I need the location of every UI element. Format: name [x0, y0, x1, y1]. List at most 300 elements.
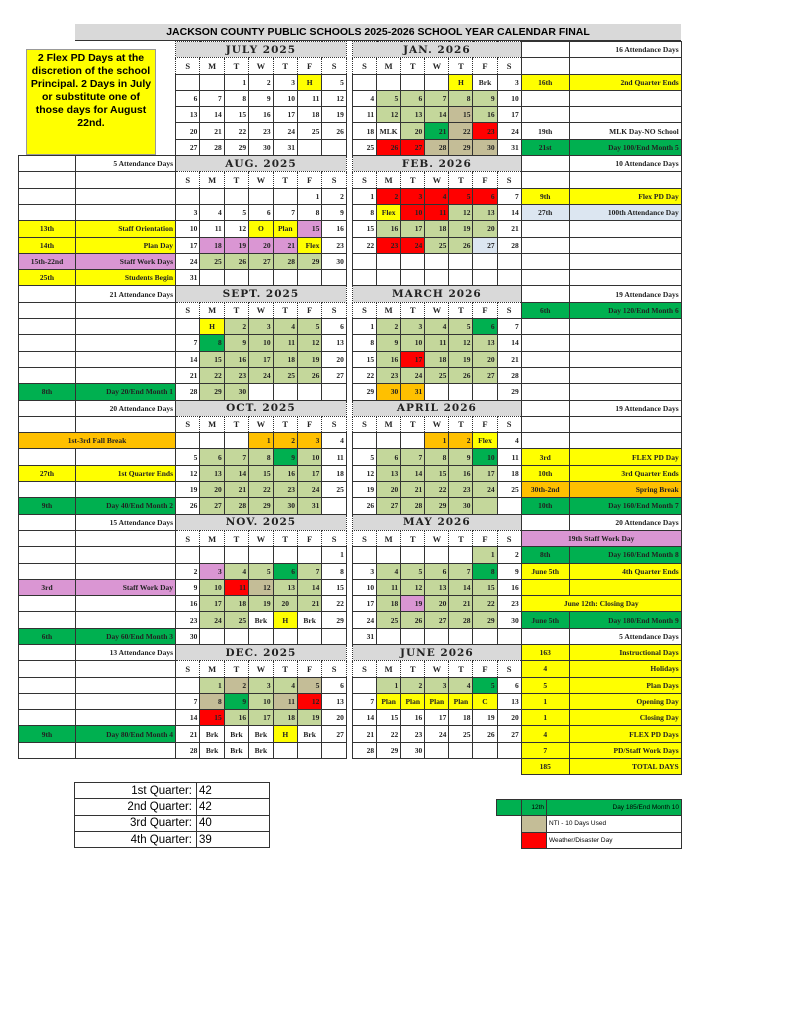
day-cell: 13 — [176, 107, 200, 123]
day-cell: 24 — [353, 612, 377, 628]
day-cell — [425, 547, 449, 563]
day-cell: 2 — [377, 319, 401, 335]
day-cell: 28 — [449, 612, 473, 628]
weekday-header: W — [249, 661, 273, 677]
day-cell: 20 — [401, 123, 425, 139]
day-cell: 19 — [473, 710, 497, 726]
day-cell: 18 — [273, 710, 297, 726]
event-date — [521, 628, 569, 644]
weekday-header: S — [497, 530, 521, 546]
day-cell — [297, 384, 321, 400]
weekday-header: S — [176, 302, 200, 318]
table-row — [353, 123, 682, 139]
event-date — [19, 449, 76, 465]
day-cell: 7 — [425, 90, 449, 106]
weekday-header: T — [224, 661, 248, 677]
day-cell — [425, 253, 449, 269]
event-date — [521, 253, 569, 269]
day-cell: 18 — [425, 351, 449, 367]
table-row — [497, 832, 682, 848]
day-cell: 24 — [249, 367, 273, 383]
weekday-header: M — [200, 302, 224, 318]
day-cell — [449, 253, 473, 269]
day-cell: 20 — [377, 482, 401, 498]
day-cell — [297, 547, 321, 563]
table-row — [75, 799, 270, 815]
weekday-header: M — [377, 58, 401, 74]
table-row — [19, 286, 347, 302]
day-cell: 17 — [249, 351, 273, 367]
event-label: Plan Day — [76, 237, 176, 253]
event-date: 9th — [19, 498, 76, 514]
table-row — [497, 816, 682, 832]
day-cell: 21 — [176, 726, 200, 742]
weekday-header: S — [322, 530, 346, 546]
left-calendar-column — [18, 41, 347, 759]
event-date — [521, 351, 569, 367]
event-date — [19, 742, 76, 758]
day-cell: Brk — [297, 612, 321, 628]
day-cell: 7 — [176, 335, 200, 351]
day-cell: 16 — [401, 710, 425, 726]
event-date — [19, 204, 76, 220]
day-cell — [497, 628, 521, 644]
table-row — [353, 612, 682, 628]
day-cell: 8 — [322, 563, 346, 579]
day-cell: 5 — [353, 449, 377, 465]
day-cell — [176, 677, 200, 693]
day-cell: 9 — [322, 204, 346, 220]
table-row — [19, 563, 347, 579]
weekday-header: S — [322, 172, 346, 188]
day-cell: 20 — [425, 596, 449, 612]
event-label — [569, 335, 681, 351]
event-date — [521, 335, 569, 351]
spacer — [497, 759, 521, 775]
event-label — [76, 661, 176, 677]
day-cell: 26 — [297, 367, 321, 383]
day-cell: 14 — [176, 351, 200, 367]
day-cell — [353, 270, 377, 286]
day-cell: 4 — [200, 204, 224, 220]
event-label — [76, 319, 176, 335]
day-cell — [297, 628, 321, 644]
event-label — [76, 596, 176, 612]
day-cell: 30 — [377, 384, 401, 400]
event-date: 16th — [521, 74, 569, 90]
day-cell: 5 — [297, 677, 321, 693]
event-label — [76, 547, 176, 563]
day-cell — [249, 628, 273, 644]
event-date: 6th — [521, 302, 569, 318]
weekday-header: T — [273, 661, 297, 677]
day-cell: 27 — [322, 367, 346, 383]
weekday-header: T — [401, 530, 425, 546]
day-cell: 19 — [297, 351, 321, 367]
day-cell: Plan — [401, 693, 425, 709]
day-cell: 18 — [322, 465, 346, 481]
weekday-header: T — [401, 416, 425, 432]
day-cell — [425, 74, 449, 90]
day-cell: 11 — [497, 449, 521, 465]
day-cell: 8 — [249, 449, 273, 465]
day-cell: 13 — [473, 204, 497, 220]
event-date — [521, 400, 569, 416]
event-date: 3rd — [19, 579, 76, 595]
day-cell — [401, 74, 425, 90]
event-label — [569, 367, 681, 383]
day-cell: 12 — [401, 579, 425, 595]
table-row — [353, 677, 682, 693]
day-cell: 31 — [497, 139, 521, 155]
day-cell: 21 — [176, 367, 200, 383]
weekday-header: T — [224, 416, 248, 432]
day-cell: 5 — [224, 204, 248, 220]
event-date — [521, 286, 569, 302]
day-cell: 16 — [176, 596, 200, 612]
page-title: JACKSON COUNTY PUBLIC SCHOOLS 2025-2026 SCHOOL YEAR CALENDAR FINAL — [75, 24, 681, 41]
month-title-dec: DEC. 2025 — [176, 644, 347, 660]
day-cell: 22 — [449, 123, 473, 139]
day-cell: 29 — [224, 139, 248, 155]
spacer — [401, 759, 425, 775]
weekday-header: T — [273, 172, 297, 188]
day-cell: 23 — [249, 123, 273, 139]
day-cell: 14 — [401, 465, 425, 481]
table-row — [19, 335, 347, 351]
table-row — [19, 270, 347, 286]
day-cell — [473, 742, 497, 758]
day-cell: 10 — [273, 90, 297, 106]
day-cell: Brk — [200, 726, 224, 742]
day-cell: 10 — [497, 90, 521, 106]
event-label — [76, 172, 176, 188]
day-cell: 15 — [249, 465, 273, 481]
day-cell — [377, 433, 401, 449]
day-cell: Plan — [273, 221, 297, 237]
day-cell: 1 — [377, 677, 401, 693]
day-cell: Flex — [297, 237, 321, 253]
table-row — [353, 579, 682, 595]
day-cell — [322, 384, 346, 400]
spacer — [473, 759, 497, 775]
table-row — [353, 710, 682, 726]
table-row — [19, 449, 347, 465]
legend-swatch — [522, 816, 547, 832]
weekday-header: T — [449, 302, 473, 318]
event-label: Staff Work Day — [76, 579, 176, 595]
event-date: 30th-2nd — [521, 482, 569, 498]
event-label — [569, 221, 681, 237]
weekday-header: W — [425, 302, 449, 318]
day-cell: 17 — [497, 107, 521, 123]
table-row — [19, 156, 347, 172]
day-cell: 18 — [273, 351, 297, 367]
event-date — [521, 172, 569, 188]
day-cell: 21 — [449, 596, 473, 612]
weekday-header: S — [497, 58, 521, 74]
day-cell: O — [249, 221, 273, 237]
table-row — [497, 800, 682, 816]
weekday-header: F — [473, 416, 497, 432]
day-cell: 3 — [273, 74, 297, 90]
event-date — [19, 188, 76, 204]
day-cell: 21 — [425, 123, 449, 139]
day-cell: 25 — [200, 253, 224, 269]
table-row — [353, 416, 682, 432]
day-cell: 4 — [425, 188, 449, 204]
weekday-header: T — [449, 661, 473, 677]
event-label: 1st-3rd Fall Break — [19, 433, 176, 449]
quarter-value: 42 — [197, 799, 270, 815]
weekday-header: S — [353, 416, 377, 432]
day-cell: 10 — [249, 335, 273, 351]
day-cell: 9 — [377, 335, 401, 351]
day-cell: 14 — [224, 465, 248, 481]
weekday-header: T — [273, 416, 297, 432]
day-cell: 14 — [176, 710, 200, 726]
attendance-days-feb: 10 Attendance Days — [569, 156, 681, 172]
day-cell — [353, 547, 377, 563]
weekday-header: S — [322, 302, 346, 318]
weekday-header: T — [224, 302, 248, 318]
table-row — [19, 612, 347, 628]
table-row — [353, 302, 682, 318]
day-cell: 20 — [473, 351, 497, 367]
table-row — [19, 204, 347, 220]
day-cell — [449, 742, 473, 758]
day-cell: 16 — [377, 221, 401, 237]
day-cell: 20 — [473, 221, 497, 237]
event-label — [76, 742, 176, 758]
weekday-header: W — [425, 416, 449, 432]
day-cell — [353, 677, 377, 693]
table-row — [353, 237, 682, 253]
day-cell: 28 — [200, 139, 224, 155]
weekday-header: M — [200, 172, 224, 188]
day-cell: 13 — [322, 335, 346, 351]
weekday-header: F — [297, 172, 321, 188]
table-row — [353, 188, 682, 204]
event-label — [76, 449, 176, 465]
day-cell: 4 — [273, 677, 297, 693]
event-date — [19, 172, 76, 188]
day-cell — [377, 628, 401, 644]
weekday-header: S — [353, 172, 377, 188]
weekday-header: T — [449, 58, 473, 74]
table-row — [353, 449, 682, 465]
weekday-header: M — [377, 416, 401, 432]
event-label — [76, 302, 176, 318]
day-cell — [322, 498, 346, 514]
table-row — [353, 742, 682, 758]
day-cell: 21 — [497, 351, 521, 367]
weekday-header: T — [449, 172, 473, 188]
event-label — [76, 710, 176, 726]
table-row — [353, 58, 682, 74]
event-label — [76, 482, 176, 498]
day-cell: Brk — [200, 742, 224, 758]
day-cell: 27 — [322, 726, 346, 742]
table-row — [19, 547, 347, 563]
day-cell: 22 — [200, 367, 224, 383]
day-cell: 1 — [322, 547, 346, 563]
day-cell — [473, 270, 497, 286]
day-cell: 22 — [249, 482, 273, 498]
day-cell: 13 — [425, 579, 449, 595]
total-value: 7 — [521, 742, 569, 758]
day-cell: Plan — [377, 693, 401, 709]
day-cell: 17 — [401, 351, 425, 367]
event-date — [19, 530, 76, 546]
table-row — [19, 465, 347, 481]
table-row — [353, 726, 682, 742]
table-row — [19, 188, 347, 204]
event-label: Flex PD Day — [569, 188, 681, 204]
legend-label: Weather/Disaster Day — [547, 832, 682, 848]
day-cell: 6 — [322, 319, 346, 335]
weekday-header: F — [297, 416, 321, 432]
weekday-header: T — [401, 172, 425, 188]
day-cell: 19 — [322, 107, 346, 123]
day-cell: 6 — [497, 677, 521, 693]
day-cell — [353, 74, 377, 90]
day-cell: 27 — [176, 139, 200, 155]
weekday-header: M — [200, 58, 224, 74]
day-cell: 13 — [322, 693, 346, 709]
day-cell: 14 — [449, 579, 473, 595]
day-cell: 16 — [224, 710, 248, 726]
event-date — [521, 416, 569, 432]
day-cell: 27 — [200, 498, 224, 514]
table-row — [353, 319, 682, 335]
day-cell — [377, 253, 401, 269]
quarter-label: 3rd Quarter: — [75, 815, 197, 831]
table-row — [353, 221, 682, 237]
day-cell: 21 — [297, 596, 321, 612]
day-cell: 11 — [425, 204, 449, 220]
day-cell: 8 — [297, 204, 321, 220]
day-cell: 3 — [200, 563, 224, 579]
day-cell: 23 — [322, 237, 346, 253]
table-row — [353, 172, 682, 188]
weekday-header: M — [377, 302, 401, 318]
table-row — [353, 433, 682, 449]
table-row — [19, 498, 347, 514]
event-label — [76, 188, 176, 204]
day-cell — [224, 188, 248, 204]
table-row — [353, 661, 682, 677]
day-cell: 19 — [401, 596, 425, 612]
event-date — [521, 237, 569, 253]
day-cell: 6 — [377, 449, 401, 465]
attendance-days-nov: 15 Attendance Days — [76, 514, 176, 530]
event-date — [19, 596, 76, 612]
weekday-header: F — [473, 58, 497, 74]
table-row — [353, 351, 682, 367]
total-label: PD/Staff Work Days — [569, 742, 681, 758]
table-row — [353, 530, 682, 546]
weekday-header: M — [200, 416, 224, 432]
day-cell — [249, 547, 273, 563]
day-cell: 2 — [322, 188, 346, 204]
table-row — [19, 433, 347, 449]
day-cell: 1 — [473, 547, 497, 563]
day-cell: Brk — [249, 726, 273, 742]
day-cell: 20 — [249, 237, 273, 253]
day-cell: 27 — [249, 253, 273, 269]
day-cell — [176, 74, 200, 90]
day-cell: 26 — [449, 237, 473, 253]
day-cell: 6 — [425, 563, 449, 579]
event-label — [569, 351, 681, 367]
day-cell: 5 — [449, 319, 473, 335]
quarter-value: 40 — [197, 815, 270, 831]
day-cell: 5 — [401, 563, 425, 579]
day-cell: Brk — [297, 726, 321, 742]
total-label: Plan Days — [569, 677, 681, 693]
day-cell: 16 — [322, 221, 346, 237]
total-value: 5 — [521, 677, 569, 693]
event-date — [19, 677, 76, 693]
day-cell: 24 — [425, 726, 449, 742]
day-cell: 8 — [224, 90, 248, 106]
day-cell — [449, 384, 473, 400]
table-row — [75, 831, 270, 847]
day-cell — [425, 270, 449, 286]
day-cell: 28 — [273, 253, 297, 269]
day-cell: 14 — [200, 107, 224, 123]
event-label — [569, 253, 681, 269]
event-date — [19, 563, 76, 579]
day-cell: 13 — [377, 465, 401, 481]
event-date: June 5th — [521, 563, 569, 579]
spacer — [353, 759, 377, 775]
table-row — [353, 596, 682, 612]
table-row — [353, 498, 682, 514]
day-cell — [497, 270, 521, 286]
day-cell: 29 — [377, 742, 401, 758]
day-cell — [249, 188, 273, 204]
day-cell: 15 — [224, 107, 248, 123]
day-cell: 28 — [497, 367, 521, 383]
day-cell — [200, 547, 224, 563]
day-cell — [273, 270, 297, 286]
day-cell: 9 — [176, 579, 200, 595]
table-row — [353, 42, 682, 58]
day-cell: 25 — [297, 123, 321, 139]
day-cell — [377, 74, 401, 90]
day-cell: 29 — [249, 498, 273, 514]
table-row — [353, 693, 682, 709]
event-date — [19, 644, 76, 660]
day-cell — [200, 628, 224, 644]
event-date — [19, 286, 76, 302]
event-date — [19, 710, 76, 726]
event-date — [19, 514, 76, 530]
day-cell: 10 — [249, 693, 273, 709]
event-label: Day 120/End Month 6 — [569, 302, 681, 318]
event-date: 10th — [521, 465, 569, 481]
day-cell: 23 — [273, 482, 297, 498]
day-cell: 18 — [297, 107, 321, 123]
day-cell: 1 — [249, 433, 273, 449]
day-cell: 20 — [200, 482, 224, 498]
event-date — [521, 42, 569, 58]
day-cell: 10 — [473, 449, 497, 465]
quarter-label: 2nd Quarter: — [75, 799, 197, 815]
event-date: 27th — [521, 204, 569, 220]
